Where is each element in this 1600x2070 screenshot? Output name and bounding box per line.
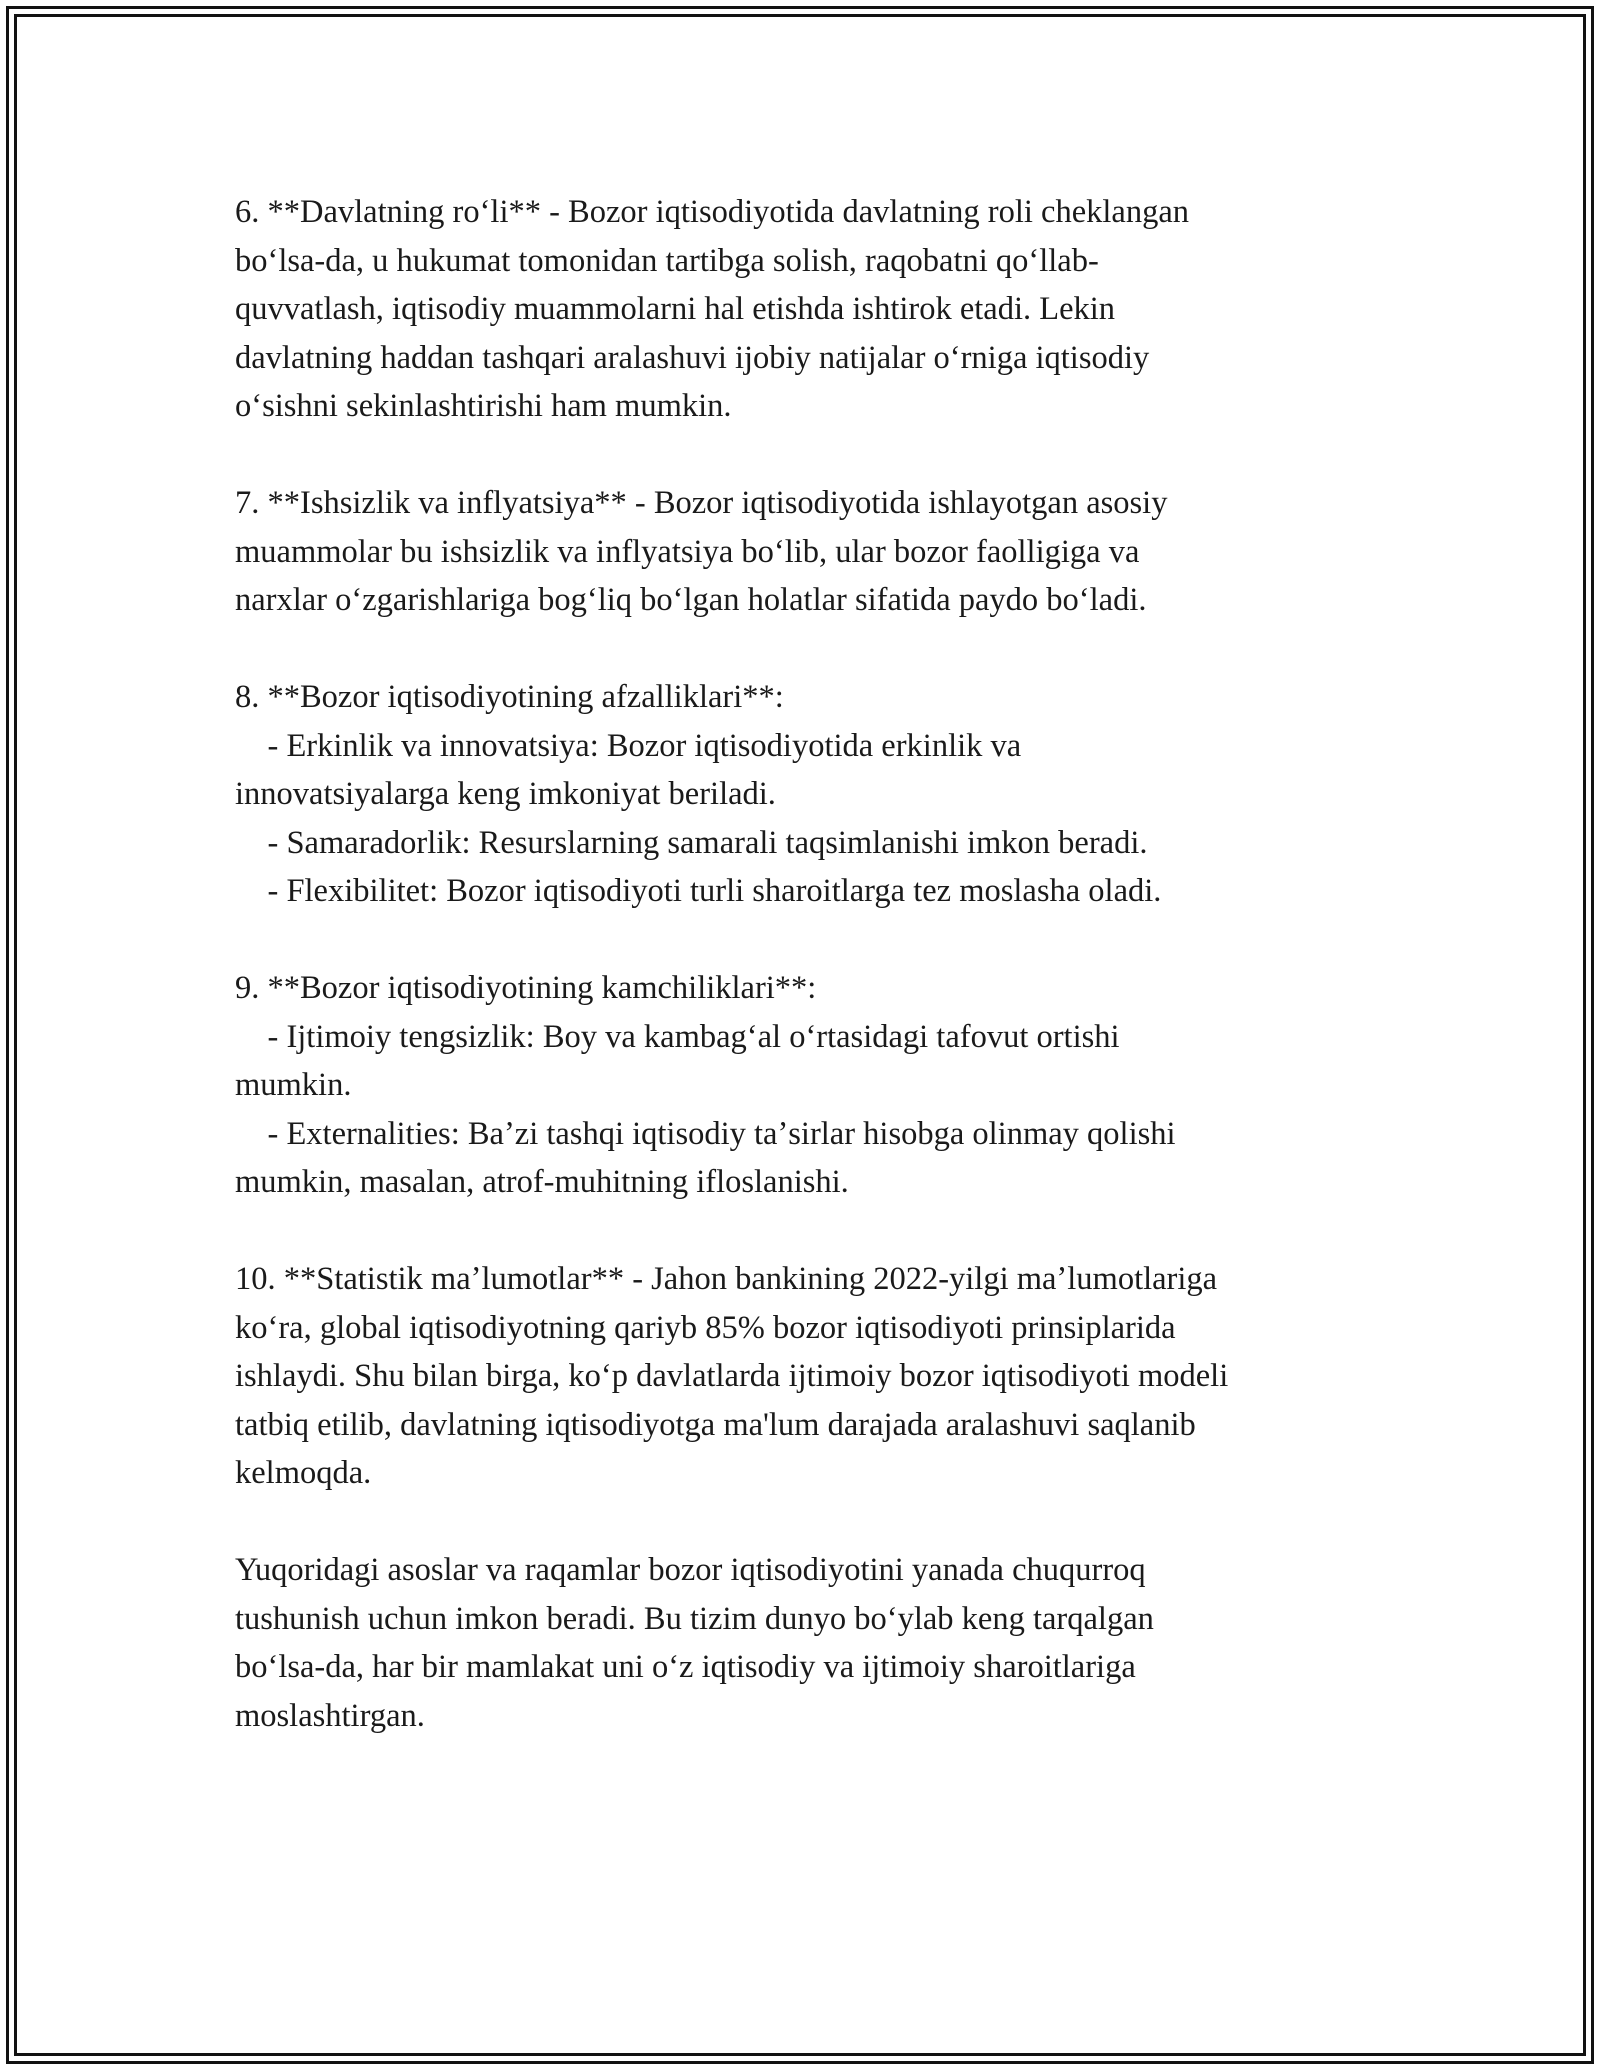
text-line: tatbiq etilib, davlatning iqtisodiyotga ma'lum darajada aralashuvi saqlanib bbox=[235, 1406, 1196, 1443]
text-line: mumkin, masalan, atrof-muhitning ifloslanishi. bbox=[235, 1164, 849, 1200]
list-item-line: - Samaradorlik: Resurslarning samarali taqsimlanishi imkon beradi. bbox=[235, 824, 1148, 861]
text-line: 6. **Davlatning roʻli** - Bozor iqtisodiyotida davlatning roli cheklangan bbox=[235, 194, 1190, 230]
list-item-line: - Externalities: Baʼzi tashqi iqtisodiy taʼsirlar hisobga olinmay qolishi bbox=[235, 1115, 1176, 1152]
text-line: muammolar bu ishsizlik va inflyatsiya boʻlib, ular bozor faolligiga va bbox=[235, 533, 1140, 570]
text-line: quvvatlash, iqtisodiy muammolarni hal etishda ishtirok etadi. Lekin bbox=[235, 291, 1116, 327]
text-line: 7. **Ishsizlik va inflyatsiya** - Bozor iqtisodiyotida ishlayotgan asosiy bbox=[235, 485, 1168, 521]
text-line: boʻlsa-da, har bir mamlakat uni oʻz iqtisodiy va ijtimoiy sharoitlariga bbox=[235, 1649, 1136, 1685]
paragraph-ishsizlik-inflyatsiya bbox=[235, 479, 1365, 625]
text-line: ishlaydi. Shu bilan birga, koʻp davlatlarda ijtimoiy bozor iqtisodiyoti modeli bbox=[235, 1358, 1229, 1394]
paragraph-davlatning-roli bbox=[235, 188, 1365, 431]
text-line: davlatning haddan tashqari aralashuvi ijobiy natijalar oʻrniga iqtisodiy bbox=[235, 339, 1150, 376]
text-line: boʻlsa-da, u hukumat tomonidan tartibga solish, raqobatni qoʻllab- bbox=[235, 242, 1099, 279]
text-line: innovatsiyalarga keng imkoniyat beriladi. bbox=[235, 776, 776, 812]
text-line: kelmoqda. bbox=[235, 1455, 372, 1491]
document-body bbox=[235, 188, 1365, 1740]
text-line: tushunish uchun imkon beradi. Bu tizim dunyo boʻylab keng tarqalgan bbox=[235, 1600, 1154, 1637]
text-line: koʻra, global iqtisodiyotning qariyb 85% bozor iqtisodiyoti prinsiplarida bbox=[235, 1309, 1176, 1346]
text-line: mumkin. bbox=[235, 1067, 352, 1103]
list-item-line: - Erkinlik va innovatsiya: Bozor iqtisodiyotida erkinlik va bbox=[235, 727, 1022, 764]
paragraph-statistik-malumotlar bbox=[235, 1255, 1365, 1498]
text-line: moslashtirgan. bbox=[235, 1697, 425, 1734]
text-line: 9. **Bozor iqtisodiyotining kamchiliklari**: bbox=[235, 970, 817, 1006]
text-line: 8. **Bozor iqtisodiyotining afzalliklari**: bbox=[235, 679, 784, 715]
text-line: oʻsishni sekinlashtirishi ham mumkin. bbox=[235, 388, 732, 424]
paragraph-kamchiliklari bbox=[235, 964, 1365, 1207]
paragraph-conclusion bbox=[235, 1546, 1365, 1740]
text-line: narxlar oʻzgarishlariga bogʻliq boʻlgan holatlar sifatida paydo boʻladi. bbox=[235, 582, 1147, 618]
text-line: Yuqoridagi asoslar va raqamlar bozor iqtisodiyotini yanada chuqurroq bbox=[235, 1552, 1146, 1588]
list-item-line: - Flexibilitet: Bozor iqtisodiyoti turli sharoitlarga tez moslasha oladi. bbox=[235, 873, 1162, 909]
text-line: 10. **Statistik maʼlumotlar** - Jahon bankining 2022-yilgi maʼlumotlariga bbox=[235, 1261, 1218, 1297]
paragraph-afzalliklari bbox=[235, 673, 1365, 916]
list-item-line: - Ijtimoiy tengsizlik: Boy va kambagʻal oʻrtasidagi tafovut ortishi bbox=[235, 1018, 1120, 1055]
